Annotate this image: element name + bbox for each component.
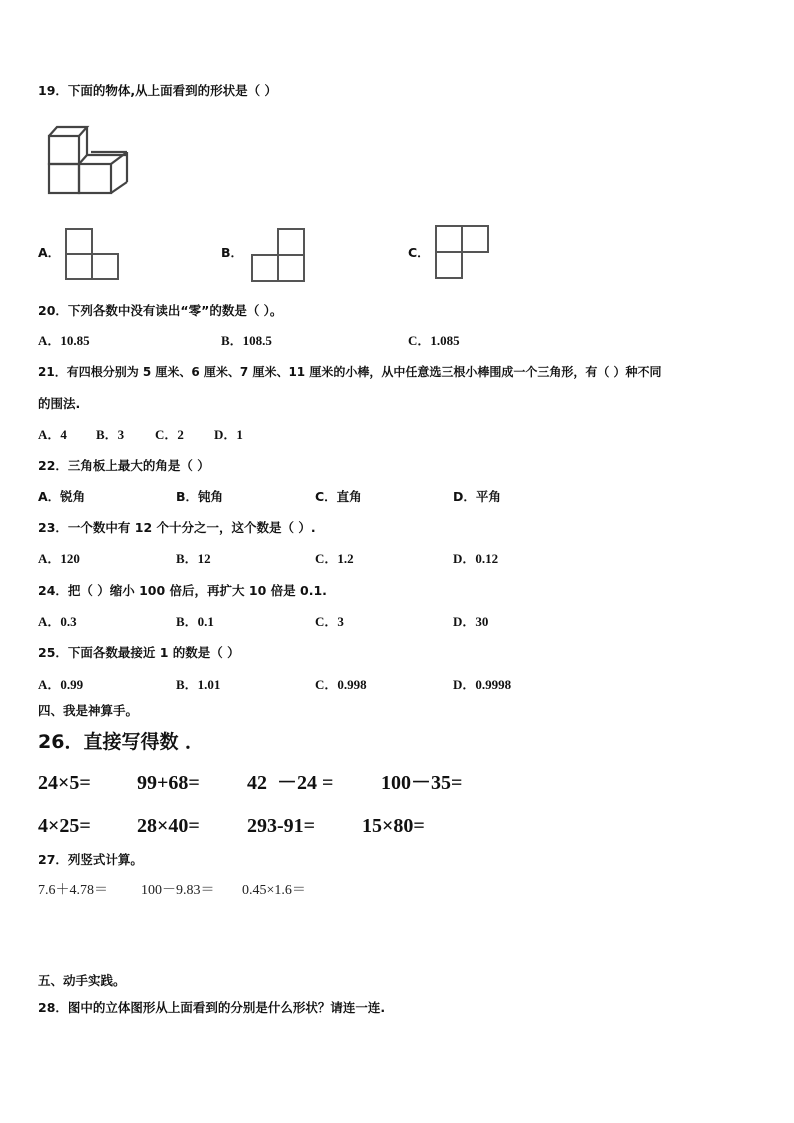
q24-question: 24．把（ ）缩小 100 倍后，再扩大 10 倍是 0.1. (38, 583, 327, 598)
q24-option-a[interactable]: A．0.3 (38, 614, 77, 629)
q21-option-c[interactable]: C．2 (155, 427, 184, 442)
q22-option-d[interactable]: D．平角 (453, 489, 501, 504)
q22-option-b[interactable]: B．钝角 (176, 489, 224, 504)
q26-title: 26．直接写得数 ． (38, 731, 205, 753)
q22-question: 22．三角板上最大的角是（ ） (38, 458, 210, 473)
q26-row1-item3: 42 －24 = (247, 772, 334, 794)
q19-option-c-label: C． (408, 245, 430, 260)
q28-question: 28．图中的立体图形从上面看到的分别是什么形状？请连一连. (38, 1000, 386, 1015)
q26-row1-item1: 24×5= (38, 772, 91, 794)
q24-option-c[interactable]: C．3 (315, 614, 344, 629)
q22-option-a[interactable]: A．锐角 (38, 489, 86, 504)
q19-cube-figure (47, 124, 137, 196)
q25-question: 25．下面各数最接近 1 的数是（ ） (38, 645, 240, 660)
q21-option-a[interactable]: A．4 (38, 427, 67, 442)
q26-row2-item4: 15×80= (362, 815, 425, 837)
q21-question-line1: 21．有四根分别为 5 厘米、6 厘米、7 厘米、11 厘米的小棒，从中任意选三根小棒围成一个三角形，有（ ）种不同 (38, 365, 662, 379)
q27-title: 27．列竖式计算。 (38, 852, 143, 867)
q22-option-c[interactable]: C．直角 (315, 489, 362, 504)
q27-item3: 0.45×1.6＝ (242, 883, 306, 898)
q23-option-b[interactable]: B．12 (176, 551, 211, 566)
q19-question: 19．下面的物体,从上面看到的形状是（ ） (38, 83, 277, 98)
q27-item2: 100－9.83＝ (141, 883, 215, 898)
q19-option-a-shape[interactable] (64, 227, 120, 281)
q20-option-c[interactable]: C．1.085 (408, 333, 460, 348)
q19-option-a-label: A． (38, 245, 61, 260)
q19-option-b-shape[interactable] (249, 227, 307, 283)
q21-option-d[interactable]: D．1 (214, 427, 243, 442)
q24-option-d[interactable]: D．30 (453, 614, 489, 629)
q23-option-a[interactable]: A．120 (38, 551, 80, 566)
q24-option-b[interactable]: B．0.1 (176, 614, 214, 629)
q21-option-b[interactable]: B．3 (96, 427, 125, 442)
q19-option-b-label: B． (221, 245, 244, 260)
section-4-heading: 四、我是神算手。 (38, 703, 139, 718)
q20-option-b[interactable]: B．108.5 (221, 333, 272, 348)
q21-question-line2: 的围法. (38, 396, 81, 411)
q26-row1-item4: 100－35= (381, 772, 463, 794)
section-5-heading: 五、动手实践。 (38, 973, 126, 988)
q23-option-d[interactable]: D．0.12 (453, 551, 499, 566)
q27-item1: 7.6＋4.78＝ (38, 883, 108, 898)
q20-option-a[interactable]: A．10.85 (38, 333, 90, 348)
q20-question: 20．下列各数中没有读出“零”的数是（ ）。 (38, 303, 283, 318)
q19-option-c-shape[interactable] (434, 224, 490, 280)
q26-row2-item2: 28×40= (137, 815, 200, 837)
q23-question: 23．一个数中有 12 个十分之一，这个数是（ ）. (38, 520, 316, 535)
q26-row1-item2: 99+68= (137, 772, 200, 794)
q26-row2-item1: 4×25= (38, 815, 91, 837)
q25-option-c[interactable]: C．0.998 (315, 677, 367, 692)
q23-option-c[interactable]: C．1.2 (315, 551, 354, 566)
q25-option-b[interactable]: B．1.01 (176, 677, 221, 692)
q26-row2-item3: 293-91= (247, 815, 316, 837)
q25-option-a[interactable]: A．0.99 (38, 677, 84, 692)
q25-option-d[interactable]: D．0.9998 (453, 677, 512, 692)
